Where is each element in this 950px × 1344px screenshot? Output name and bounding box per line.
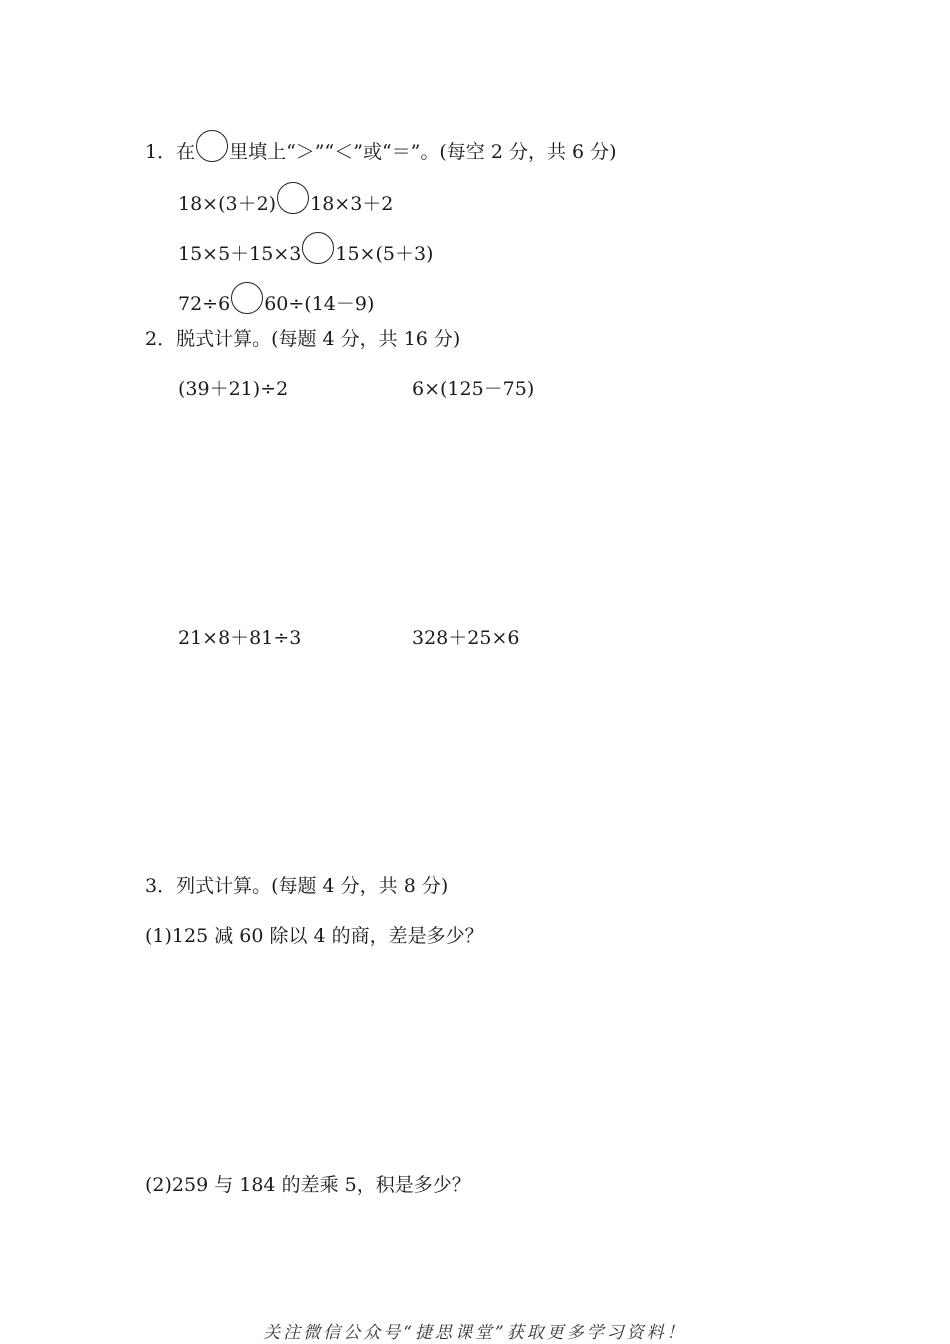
q1-instruction: 1．在 里填上“＞”“＜”或“＝”。(每空 2 分，共 6 分) [145,130,617,165]
q3-part-1: (1)125 减 60 除以 4 的商，差是多少？ [145,925,484,947]
answer-circle-3[interactable] [231,282,263,314]
q1-item-2: 15×5＋15×3 15×(5＋3) [178,232,433,267]
q2-expr-2: 6×(125－75) [412,378,535,400]
q2-expr-3: 21×8＋81÷3 [178,627,302,649]
q1-item-3: 72÷6 60÷(14－9) [178,282,374,317]
footer-note: 关注微信公众号“捷思课堂”获取更多学习资料！ [263,1323,687,1343]
comparison-circle-icon [196,130,228,162]
q1-item-1: 18×(3＋2) 18×3＋2 [178,182,393,217]
q2-instruction: 2．脱式计算。(每题 4 分，共 16 分) [145,328,461,350]
answer-circle-2[interactable] [302,232,334,264]
q3-instruction: 3．列式计算。(每题 4 分，共 8 分) [145,875,449,897]
q2-expr-1: (39＋21)÷2 [178,378,289,400]
q2-expr-4: 328＋25×6 [412,627,520,649]
q3-part-2: (2)259 与 184 的差乘 5，积是多少？ [145,1174,471,1196]
answer-circle-1[interactable] [277,182,309,214]
